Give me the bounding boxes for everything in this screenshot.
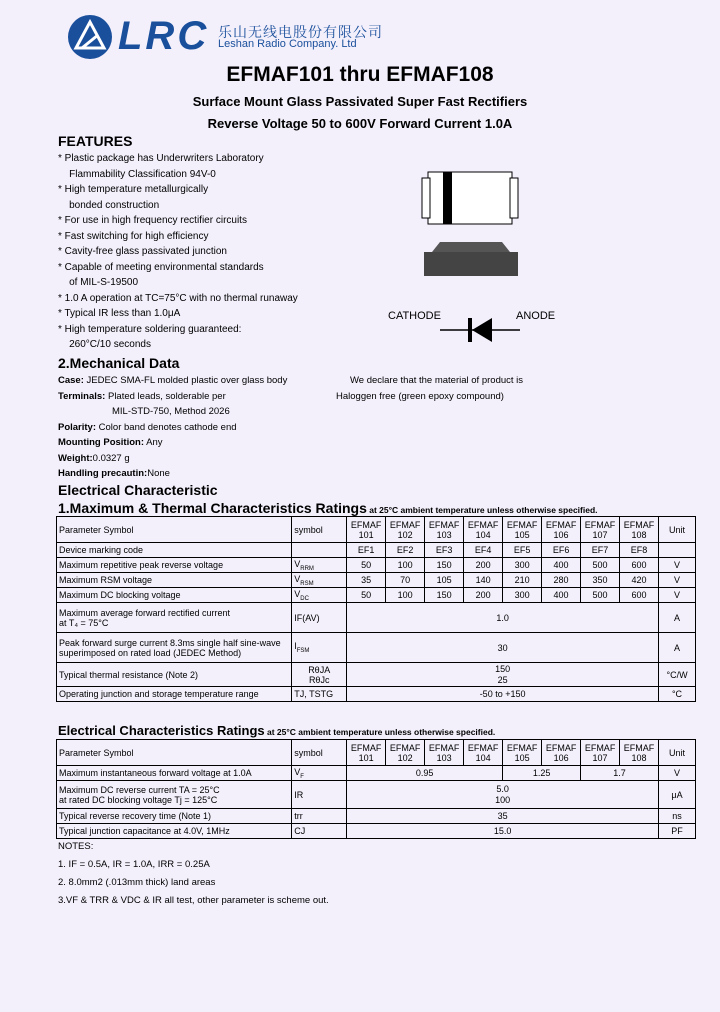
col-header-model: EFMAF 104: [464, 740, 503, 766]
mechanical-heading: 2.Mechanical Data: [58, 355, 180, 371]
feature-item: * Plastic package has Underwriters Laboratory: [58, 153, 264, 164]
table-row: Typical thermal resistance (Note 2) RθJA RθJc 150 25 °C/W: [57, 663, 696, 687]
feature-item: * Typical IR less than 1.0μA: [58, 308, 181, 319]
mounting-value: Any: [144, 437, 163, 448]
polarity-label: Polarity:: [58, 421, 97, 433]
table-row: Maximum DC blocking voltage $V_{DC}$ 50 100 150 200 300 400 500 600 V: [57, 588, 696, 603]
table-row: Maximum DC reverse current TA = 25°C at rated DC blocking voltage Tj = 125°C IR 5.0 100 μA: [57, 781, 696, 809]
col-header-model: EFMAF 105: [503, 740, 542, 766]
col-header-model: EFMAF 108: [620, 740, 659, 766]
weight-value: 0.0327 g: [92, 452, 130, 464]
col-header-model: EFMAF 101: [347, 517, 386, 543]
col-header-model: EFMAF 102: [386, 740, 425, 766]
logo-text: LRC: [118, 14, 210, 58]
table-row: Device marking code EF1 EF2 EF3 EF4 EF5 EF6 EF7 EF8: [57, 543, 696, 558]
note-2: 2. 8.0mm2 (.013mm thick) land areas: [58, 877, 216, 888]
col-header-symbol: symbol: [292, 517, 347, 543]
table2-heading-note: at 25°C ambient temperature unless otherwise specified.: [264, 727, 496, 737]
col-header-model: EFMAF 102: [386, 517, 425, 543]
feature-item: * Fast switching for high efficiency: [58, 230, 209, 242]
terminals-value-2: MIL-STD-750, Method 2026: [112, 406, 230, 417]
mounting-label: Mounting Position:: [58, 437, 145, 448]
mechanical-data: [58, 373, 287, 482]
feature-item: bonded construction: [58, 199, 160, 211]
handling-label: Handling precautin:: [58, 468, 148, 479]
terminals-value: Plated leads, solderable per: [105, 390, 226, 402]
cathode-label: CATHODE: [388, 310, 441, 322]
table2-heading: [58, 722, 495, 740]
notes: [58, 838, 329, 910]
col-header-model: EFMAF 101: [347, 740, 386, 766]
col-header-model: EFMAF 108: [620, 517, 659, 543]
col-header-model: EFMAF 106: [542, 740, 581, 766]
table-row: Peak forward surge current 8.3ms single half sine-wave superimposed on rated load (JEDEC Method) $I_{FSM}$ 30 A: [57, 633, 696, 663]
table-row: Typical reverse recovery time (Note 1) trr 35 ns: [57, 809, 696, 824]
col-header-model: EFMAF 105: [503, 517, 542, 543]
table-header-row: [57, 517, 696, 543]
feature-item: * Cavity-free glass passivated junction: [58, 246, 227, 257]
col-header-model: EFMAF 106: [542, 517, 581, 543]
max-ratings-table: [56, 516, 696, 702]
feature-item: 260°C/10 seconds: [58, 339, 151, 350]
diode-symbol-icon: [440, 316, 520, 344]
table-header-row: Parameter Symbol symbol EFMAF 101 EFMAF 102 EFMAF 103 EFMAF 104 EFMAF 105 EFMAF 106 EFMAF 107 EFMAF 108 Unit: [57, 740, 696, 766]
declaration-line-1: We declare that the material of product is: [350, 375, 524, 386]
table-row: Maximum repetitive peak reverse voltage $V_{RRM}$ 50 100 150 200 300 400 500 600 V: [57, 558, 696, 573]
col-header-model: EFMAF 107: [581, 517, 620, 543]
col-header-model: EFMAF 104: [464, 517, 503, 543]
table-row: Maximum RSM voltage $V_{RSM}$ 35 70 105 140 210 280 350 420 V: [57, 573, 696, 588]
col-header-model: EFMAF 103: [425, 740, 464, 766]
anode-label: ANODE: [516, 310, 556, 322]
features-list: [58, 151, 298, 353]
table-row: Typical junction capacitance at 4.0V, 1MHz CJ 15.0 PF: [57, 824, 696, 839]
feature-item: * High temperature soldering guaranteed:: [58, 323, 242, 335]
note-1: 1. IF = 0.5A, IR = 1.0A, IRR = 0.25A: [58, 859, 210, 870]
table1-heading-main: 1.Maximum & Thermal Characteristics Ratings: [58, 500, 367, 516]
company-name-cn: 乐山无线电股份有限公司: [218, 25, 383, 41]
handling-value: None: [147, 468, 170, 479]
feature-item: * Capable of meeting environmental standards: [58, 261, 264, 273]
table1-heading-note: at 25°C ambient temperature unless otherwise specified.: [366, 505, 598, 515]
col-header-model: EFMAF 103: [425, 517, 464, 543]
weight-label: Weight:: [58, 452, 93, 464]
col-header-model: EFMAF 107: [581, 740, 620, 766]
features-heading: FEATURES: [58, 133, 133, 149]
table2-heading-main: Electrical Characteristics Ratings: [58, 723, 265, 738]
document-title: EFMAF101 thru EFMAF108: [226, 63, 494, 86]
feature-item: * 1.0 A operation at TC=75°C with no thermal runaway: [58, 292, 298, 304]
feature-item: * For use in high frequency rectifier circuits: [58, 215, 247, 226]
table-row: Operating junction and storage temperature range TJ, TSTG -50 to +150 °C: [57, 687, 696, 702]
polarity-value: Color band denotes cathode end: [96, 421, 237, 433]
feature-item: of MIL-S-19500: [58, 277, 139, 288]
declaration: [336, 373, 524, 404]
notes-title: NOTES:: [58, 841, 94, 852]
company-logo-mark: [68, 15, 112, 59]
declaration-line-2: Haloggen free (green epoxy compound): [336, 390, 504, 402]
table-row: Maximum average forward rectified current at T₄ = 75°C IF(AV) 1.0 A: [57, 603, 696, 633]
case-value: JEDEC SMA-FL molded plastic over glass body: [83, 375, 288, 386]
lrc-logo-icon: [68, 15, 112, 59]
table-row: Maximum instantaneous forward voltage at 1.0A $V_F$ 0.95 1.25 1.7 V: [57, 766, 696, 781]
subtitle-2: Reverse Voltage 50 to 600V Forward Current 1.0A: [207, 116, 513, 131]
terminals-label: Terminals:: [58, 390, 106, 402]
company-name-en: Leshan Radio Company. Ltd: [218, 38, 357, 50]
feature-item: * High temperature metallurgically: [58, 184, 209, 195]
feature-item: Flammability Classification 94V-0: [58, 168, 216, 180]
col-header-unit: Unit: [659, 517, 696, 543]
note-3: 3.VF & TRR & VDC & IR all test, other parameter is scheme out.: [58, 895, 329, 906]
case-label: Case:: [58, 375, 84, 386]
col-header-param: Parameter Symbol: [57, 517, 292, 543]
electrical-characteristics-table: [56, 739, 696, 839]
subtitle-1: Surface Mount Glass Passivated Super Fast Rectifiers: [192, 94, 528, 109]
electrical-heading: Electrical Characteristic: [58, 482, 218, 498]
